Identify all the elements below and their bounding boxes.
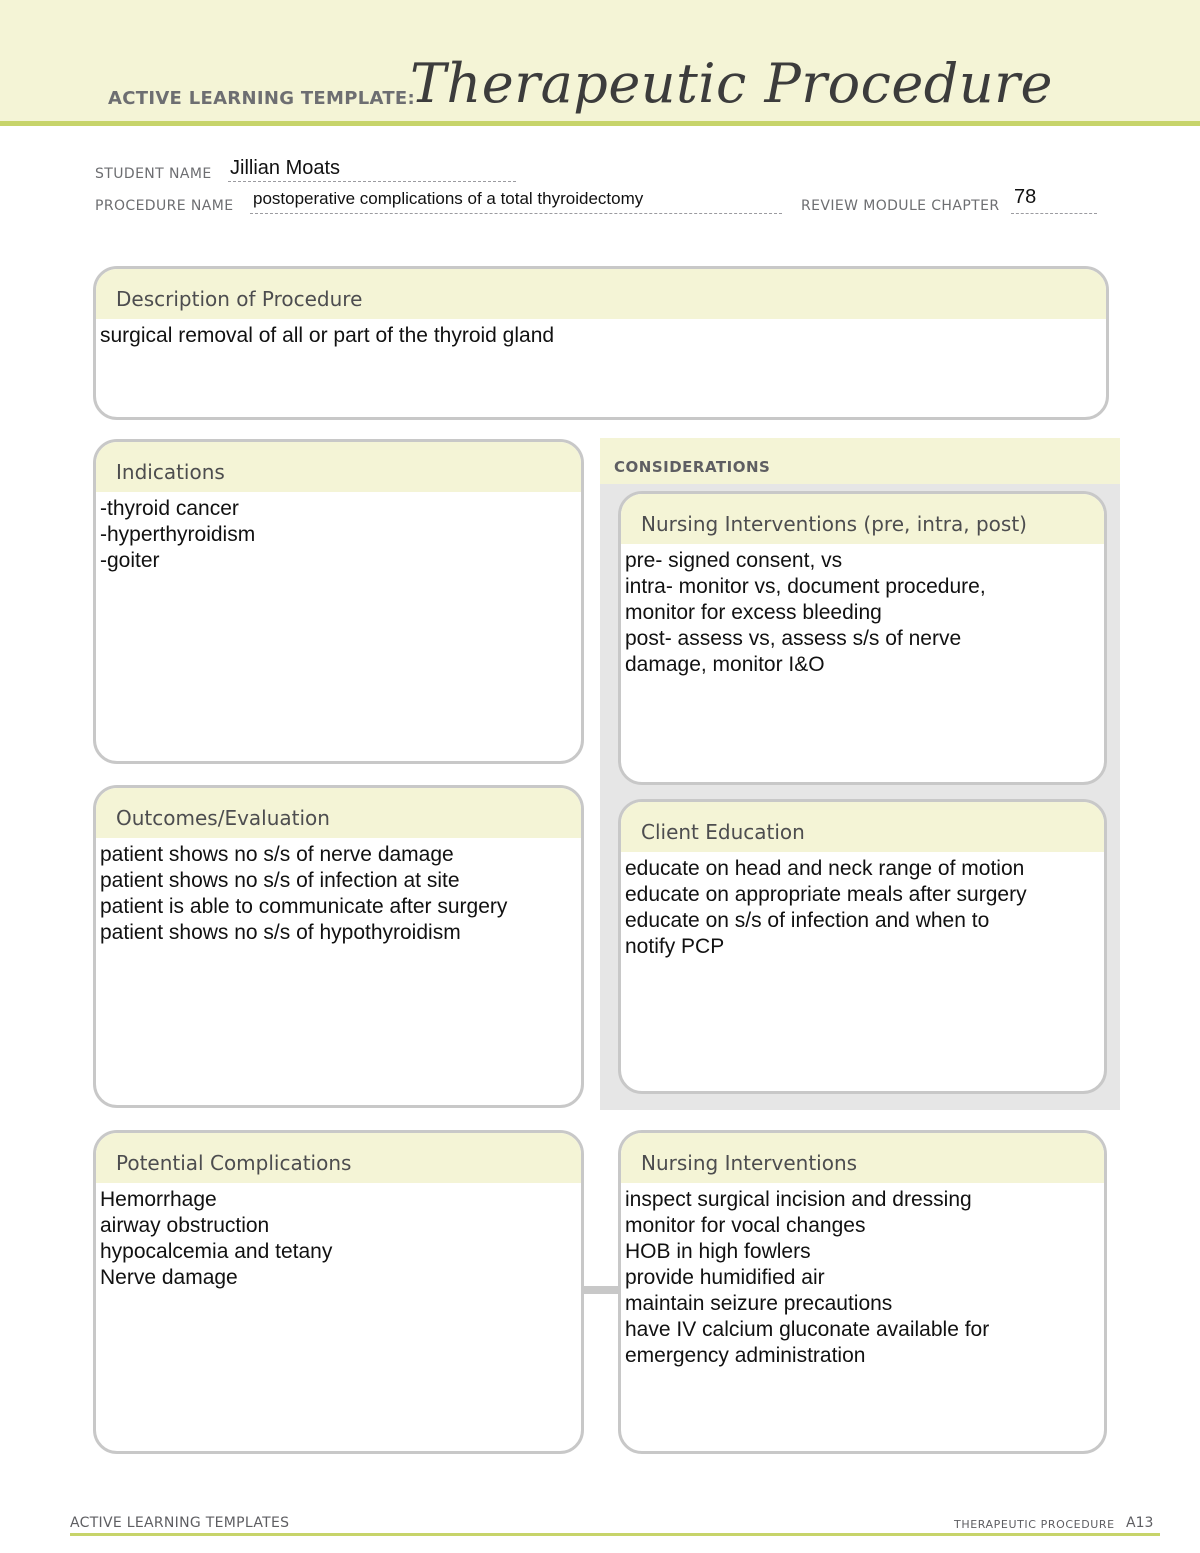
nursing-interventions-periop-line: damage, monitor I&O [625, 653, 825, 676]
potential-complications-content[interactable] [96, 1183, 581, 1291]
potential-complications-box [93, 1130, 584, 1454]
review-module-label: REVIEW MODULE CHAPTER [801, 198, 1000, 214]
nursing-interventions-content[interactable] [621, 1183, 1104, 1369]
nursing-interventions-line: maintain seizure precautions [625, 1292, 893, 1315]
nursing-interventions-periop-line: intra- monitor vs, document procedure, [625, 575, 986, 598]
potential-complications-line: hypocalcemia and tetany [100, 1240, 333, 1263]
client-education-content[interactable] [621, 852, 1104, 960]
nursing-interventions-line: provide humidified air [625, 1266, 825, 1289]
client-education-line: educate on appropriate meals after surgery [625, 883, 1027, 906]
outcomes-box [93, 785, 584, 1108]
nursing-interventions-periop-content[interactable] [621, 544, 1104, 678]
description-content[interactable] [96, 319, 1106, 349]
outcomes-title: Outcomes/Evaluation [96, 788, 581, 838]
nursing-interventions-periop-box [618, 491, 1107, 785]
indications-line: -goiter [100, 549, 160, 572]
client-education-line: notify PCP [625, 935, 725, 958]
client-education-box [618, 799, 1107, 1094]
indications-line: -hyperthyroidism [100, 523, 256, 546]
nursing-interventions-periop-line: monitor for excess bleeding [625, 601, 882, 624]
nursing-interventions-line: emergency administration [625, 1344, 866, 1367]
box-connector [583, 1286, 621, 1294]
footer-left: ACTIVE LEARNING TEMPLATES [70, 1515, 290, 1531]
nursing-interventions-periop-line: pre- signed consent, vs [625, 549, 843, 572]
procedure-name-underline [250, 213, 782, 214]
client-education-line: educate on head and neck range of motion [625, 857, 1025, 880]
indications-line: -thyroid cancer [100, 497, 239, 520]
potential-complications-line: Hemorrhage [100, 1188, 217, 1211]
potential-complications-line: airway obstruction [100, 1214, 270, 1237]
outcomes-line: patient shows no s/s of infection at site [100, 869, 460, 892]
outcomes-line: patient shows no s/s of nerve damage [100, 843, 454, 866]
description-box [93, 266, 1109, 420]
indications-title: Indications [96, 442, 581, 492]
procedure-name-label: PROCEDURE NAME [95, 198, 234, 214]
nursing-interventions-line: have IV calcium gluconate available for [625, 1318, 990, 1341]
potential-complications-title: Potential Complications [96, 1133, 581, 1183]
nursing-interventions-line: HOB in high fowlers [625, 1240, 811, 1263]
nursing-interventions-box [618, 1130, 1107, 1454]
procedure-name-field[interactable]: postoperative complications of a total thyroidectomy [253, 189, 644, 208]
indications-box [93, 439, 584, 764]
footer-right: THERAPEUTIC PROCEDURE [954, 1518, 1115, 1531]
outcomes-content[interactable] [96, 838, 581, 946]
nursing-interventions-line: inspect surgical incision and dressing [625, 1188, 972, 1211]
student-name-label: STUDENT NAME [95, 166, 212, 182]
considerations-label: CONSIDERATIONS [614, 458, 771, 476]
template-label: ACTIVE LEARNING TEMPLATE: [108, 88, 415, 109]
considerations-header [600, 438, 1120, 484]
nursing-interventions-periop-line: post- assess vs, assess s/s of nerve [625, 627, 962, 650]
nursing-interventions-periop-title: Nursing Interventions (pre, intra, post) [621, 494, 1104, 544]
template-title: Therapeutic Procedure [410, 52, 1053, 115]
student-name-field[interactable]: Jillian Moats [230, 157, 341, 179]
description-line: surgical removal of all or part of the thyroid gland [100, 324, 555, 347]
client-education-title: Client Education [621, 802, 1104, 852]
nursing-interventions-title: Nursing Interventions [621, 1133, 1104, 1183]
footer-rule [70, 1533, 1160, 1536]
potential-complications-line: Nerve damage [100, 1266, 238, 1289]
indications-content[interactable] [96, 492, 581, 574]
review-module-field[interactable]: 78 [1014, 186, 1037, 208]
header-rule [0, 121, 1200, 126]
footer-page-number: A13 [1126, 1515, 1154, 1531]
outcomes-line: patient is able to communicate after surgery [100, 895, 508, 918]
outcomes-line: patient shows no s/s of hypothyroidism [100, 921, 461, 944]
description-title: Description of Procedure [96, 269, 1106, 319]
student-name-underline [228, 181, 516, 182]
nursing-interventions-line: monitor for vocal changes [625, 1214, 866, 1237]
client-education-line: educate on s/s of infection and when to [625, 909, 990, 932]
review-module-underline [1011, 213, 1097, 214]
